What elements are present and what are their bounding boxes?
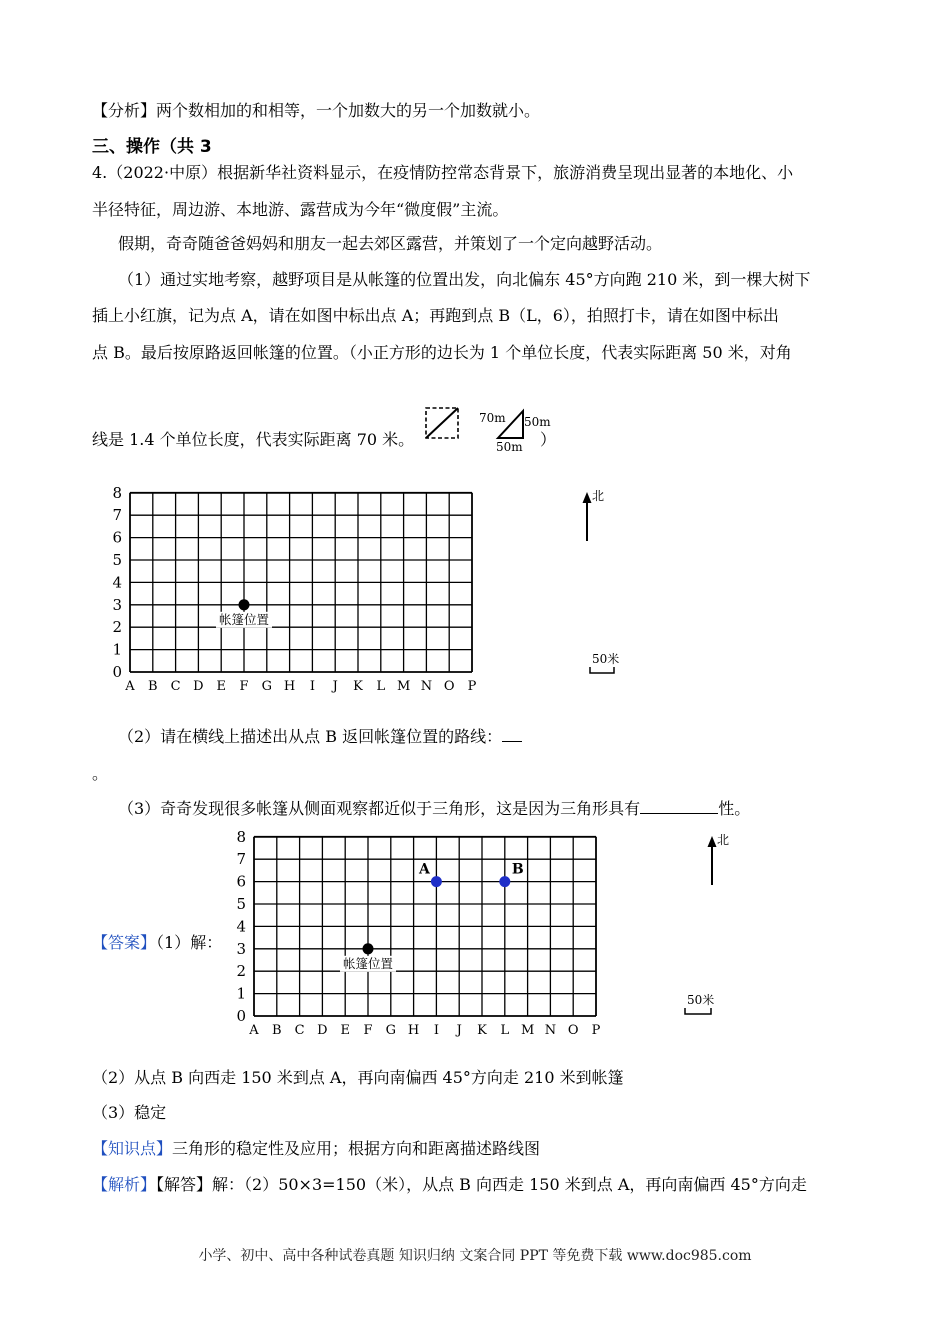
knowledge-line <box>92 1139 540 1159</box>
part3-line <box>118 799 750 819</box>
knowledge-tag: 【知识点】 <box>92 1139 173 1158</box>
explain-line <box>92 1175 807 1195</box>
a-grid-row-label: 6 <box>236 872 246 891</box>
a-grid-tent-label: 帐篷位置 <box>342 955 394 971</box>
q-grid-col-label: B <box>148 679 158 694</box>
page-footer: 小学、初中、高中各种试卷真题 知识归纳 文案合同 PPT 等免费下载 www.doc985.com <box>198 1248 752 1264</box>
part3-text-b: 性。 <box>718 799 751 818</box>
q-grid-tent-point <box>239 599 250 610</box>
analysis-tag: 【分析】 <box>92 101 157 120</box>
a-grid-col-label: N <box>544 1023 557 1038</box>
q-grid-row-label: 6 <box>112 528 122 547</box>
a-grid-col-label: B <box>272 1023 282 1038</box>
answer-north-arrow-icon <box>708 836 717 847</box>
answer-part1: （1）解： <box>156 933 223 952</box>
question-line-3: 假期，奇奇随爸爸妈妈和朋友一起去郊区露营，并策划了一个定向越野活动。 <box>118 234 663 253</box>
q-grid-col-label: C <box>170 679 181 694</box>
scale-bar <box>590 667 614 673</box>
a-grid-point-label-a: A <box>418 861 430 878</box>
a-grid-row-label: 7 <box>236 850 246 869</box>
q-grid-row-label: 1 <box>112 640 122 659</box>
q-grid-col-label: K <box>353 679 363 694</box>
scale-label: 50米 <box>592 652 620 666</box>
a-grid-col-label: D <box>317 1023 328 1038</box>
legend-base-label: 50m <box>496 440 523 454</box>
q-grid-col-label: F <box>239 679 249 694</box>
answer-line <box>92 933 222 953</box>
a-grid-row-label: 4 <box>236 917 246 936</box>
q-grid-col-label: I <box>309 679 315 694</box>
q-grid-row-label: 4 <box>112 573 122 592</box>
q-grid-col-label: M <box>396 679 411 694</box>
section-heading: 三、操作（共 3 <box>92 137 212 157</box>
a-grid-row-label: 8 <box>236 827 246 846</box>
a-grid-col-label: G <box>385 1023 396 1038</box>
explain-tag: 【解析】 <box>92 1175 157 1194</box>
q-grid-row-label: 2 <box>112 618 122 637</box>
unit-square-diagonal <box>426 408 458 438</box>
knowledge-text: 三角形的稳定性及应用；根据方向和距离描述路线图 <box>172 1139 541 1158</box>
question-line-7: 线是 1.4 个单位长度，代表实际距离 70 米。 <box>92 430 415 449</box>
north-label: 北 <box>592 489 605 503</box>
q-grid-col-label: D <box>193 679 204 694</box>
answer-north-label: 北 <box>717 833 730 847</box>
a-grid-col-label: P <box>591 1023 601 1038</box>
answer-scale-label: 50米 <box>687 993 715 1007</box>
answer-grid-chart <box>224 828 744 1040</box>
analysis-text: 两个数相加的和相等，一个加数大的另一个加数就小。 <box>156 101 541 120</box>
answer-tag: 【答案】 <box>92 933 157 952</box>
q-grid-col-label: J <box>332 679 338 694</box>
q-grid-row-label: 0 <box>112 663 122 681</box>
q-grid-row-label: 5 <box>112 551 122 569</box>
q-grid-col-label: N <box>420 679 433 694</box>
q-grid-col-label: E <box>216 679 226 694</box>
question-compass-scale <box>572 484 632 684</box>
a-grid-col-label: L <box>500 1023 510 1038</box>
answer-part2: （2）从点 B 向西走 150 米到点 A，再向南偏西 45°方向走 210 米到帐篷 <box>92 1068 624 1087</box>
q-grid-col-label: P <box>467 679 477 694</box>
a-grid-col-label: C <box>294 1023 305 1038</box>
part3-text-a: （3）奇奇发现很多帐篷从侧面观察都近似于三角形，这是因为三角形具有 <box>118 799 641 818</box>
a-grid-row-label: 3 <box>236 939 246 958</box>
a-grid-point-label-b: B <box>511 861 524 878</box>
a-grid-col-label: I <box>433 1023 439 1038</box>
part2-line <box>118 727 522 747</box>
q-grid-row-label: 8 <box>112 483 122 502</box>
q-grid-col-label: L <box>376 679 386 694</box>
part2-text: （2）请在横线上描述出从点 B 返回帐篷位置的路线： <box>118 727 503 746</box>
answer-compass-scale <box>687 828 757 1028</box>
a-grid-col-label: K <box>477 1023 487 1038</box>
part3-blank <box>640 799 718 814</box>
a-grid-col-label: H <box>407 1023 420 1038</box>
q-grid-row-label: 3 <box>112 595 122 614</box>
a-grid-row-label: 5 <box>236 895 246 913</box>
a-grid-point-a <box>431 876 442 887</box>
a-grid-row-label: 1 <box>236 984 246 1003</box>
question-line-4: （1）通过实地考察，越野项目是从帐篷的位置出发，向北偏东 45°方向跑 210 米，到一棵大树下 <box>118 270 811 289</box>
a-grid-point-b <box>499 876 510 887</box>
a-grid-row-label: 2 <box>236 962 246 981</box>
a-grid-col-label: A <box>249 1023 259 1038</box>
a-grid-col-label: M <box>520 1023 535 1038</box>
a-grid-col-label: O <box>567 1023 579 1038</box>
q-grid-col-label: G <box>261 679 272 694</box>
a-grid-row-label: 0 <box>236 1007 246 1025</box>
north-arrow-icon <box>583 492 592 503</box>
q-grid-col-label: O <box>443 679 455 694</box>
question-line-1: 4.（2022·中原）根据新华社资料显示，在疫情防控常态背景下，旅游消费呈现出显著的本地化、小 <box>92 163 794 182</box>
explain-text: 【解答】解：（2）50×3=150（米），从点 B 向西走 150 米到点 A，再向南偏西 45°方向走 <box>156 1175 807 1194</box>
legend-vert-label: 50m <box>524 415 551 429</box>
q-grid-row-label: 7 <box>112 506 122 525</box>
a-grid-tent-point <box>363 943 374 954</box>
question-grid-chart <box>100 484 620 696</box>
legend-hyp-label: 70m <box>479 411 506 425</box>
q-grid-col-label: H <box>283 679 296 694</box>
analysis-line <box>92 101 540 121</box>
question-line-7-end: ） <box>540 430 557 449</box>
q-grid-col-label: A <box>125 679 135 694</box>
answer-part3: （3）稳定 <box>92 1103 167 1122</box>
a-grid-col-label: E <box>340 1023 350 1038</box>
question-line-2: 半径特征，周边游、本地游、露营成为今年“微度假”主流。 <box>92 200 509 219</box>
part2-end: 。 <box>92 764 109 783</box>
part2-blank <box>502 727 522 742</box>
question-line-6: 点 B。最后按原路返回帐篷的位置。（小正方形的边长为 1 个单位长度，代表实际距离 50 米，对角 <box>92 343 792 362</box>
question-line-5: 插上小红旗，记为点 A，请在如图中标出点 A；再跑到点 B（L，6），拍照打卡，请在如图中标出 <box>92 306 779 325</box>
q-grid-tent-label: 帐篷位置 <box>218 611 270 627</box>
a-grid-col-label: F <box>363 1023 373 1038</box>
a-grid-col-label: J <box>456 1023 462 1038</box>
unit-legend-figure <box>420 402 555 454</box>
